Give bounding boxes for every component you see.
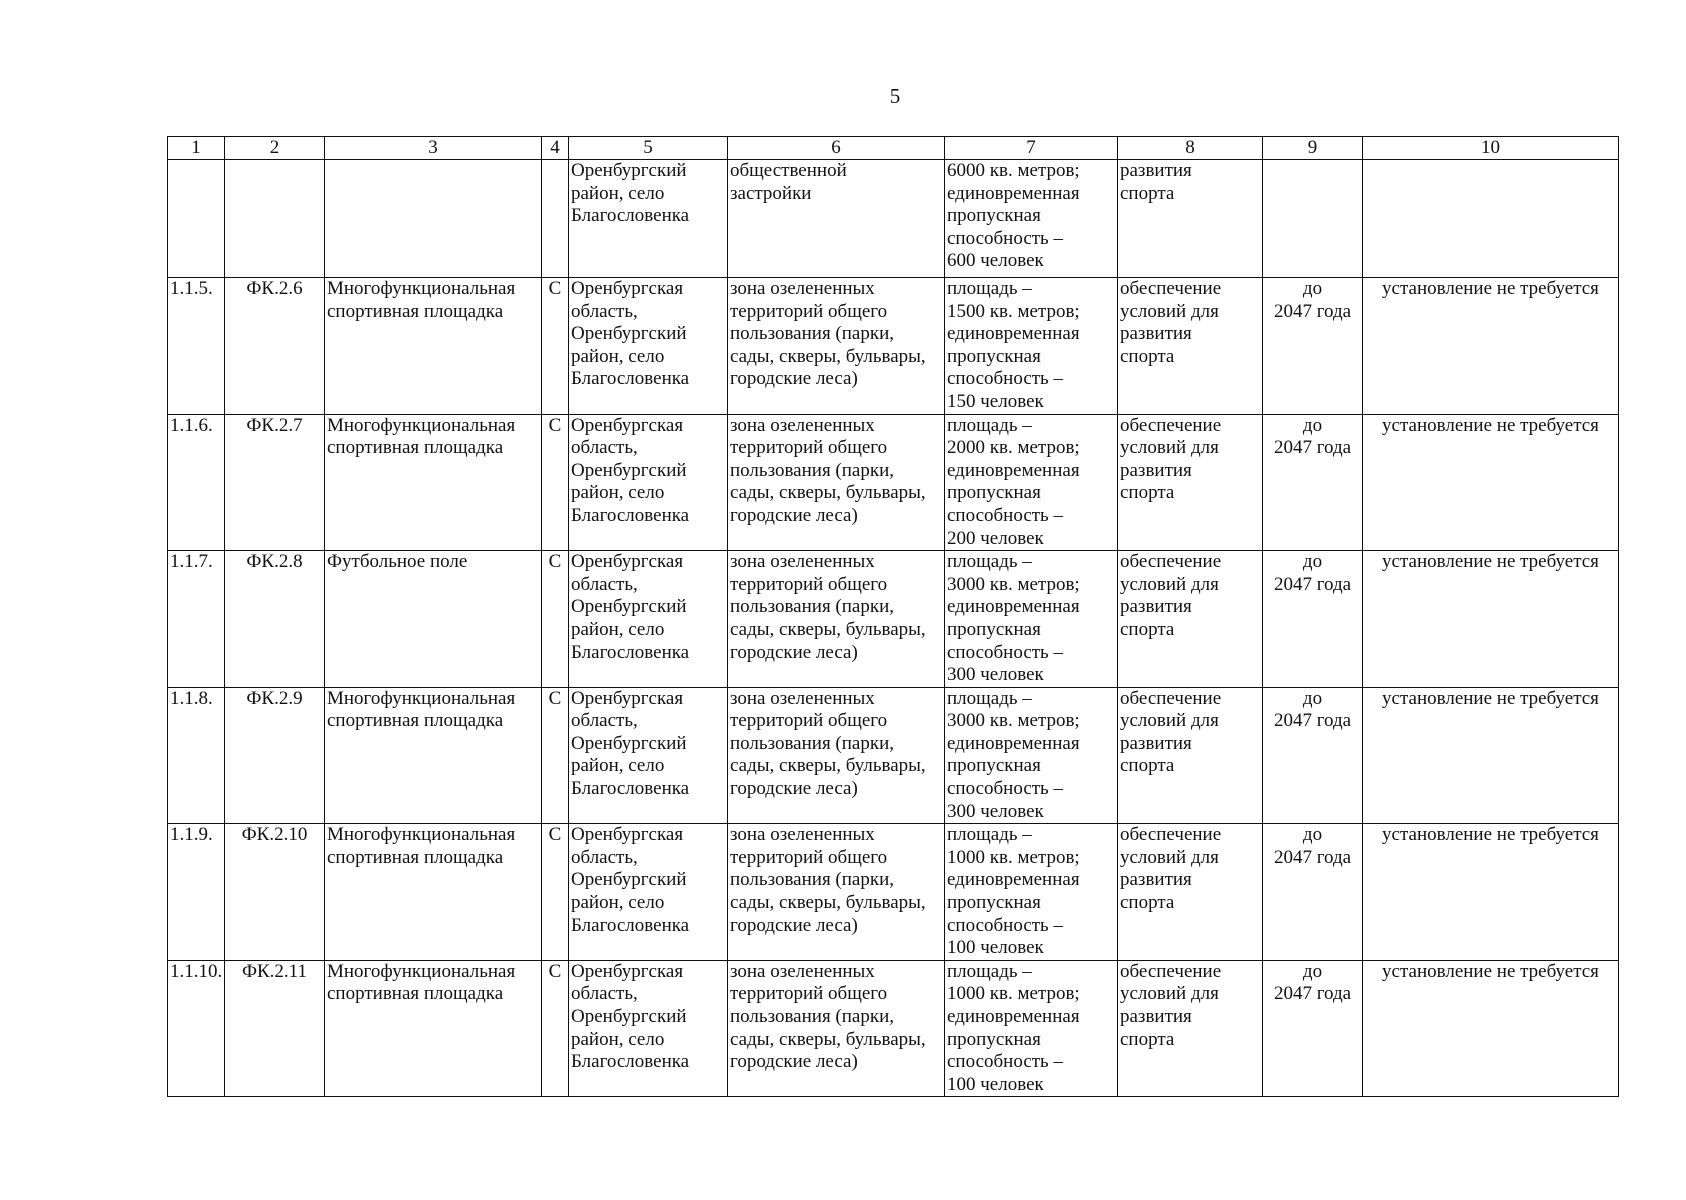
object-name: Многофункциональная спортивная площадка xyxy=(327,278,516,322)
table-row xyxy=(168,824,1619,961)
object-code: ФК.2.10 xyxy=(241,824,308,846)
object-location: Оренбургская область, Оренбургский район, село Благословенка xyxy=(571,687,690,800)
object-name: Многофункциональная спортивная площадка xyxy=(327,414,516,459)
column-header: 6 xyxy=(728,137,945,160)
row-number: 1.1.9. xyxy=(170,824,213,846)
object-location: Оренбургская область, Оренбургский район, село Благословенка xyxy=(571,824,690,936)
functional-zone: зона озелененных территорий общего пользования (парки, сады, скверы, бульвары, городские леса) xyxy=(730,687,926,800)
row-number: 1.1.7. xyxy=(170,551,213,573)
object-characteristics: площадь – 1500 кв. метров; единовременная пропускная способность – 150 человек xyxy=(947,278,1080,412)
column-header: 10 xyxy=(1363,137,1619,160)
column-header: 9 xyxy=(1263,137,1363,160)
object-code: ФК.2.7 xyxy=(246,414,303,436)
protection-zone: установление не требуется xyxy=(1382,687,1599,709)
implementation-period: до 2047 года xyxy=(1273,687,1352,732)
object-code: ФК.2.8 xyxy=(246,551,303,573)
object-characteristics: площадь – 1000 кв. метров; единовременная пропускная способность – 100 человек xyxy=(947,824,1080,959)
table-row xyxy=(168,414,1619,551)
column-number-row xyxy=(168,137,1619,160)
implementation-period: до 2047 года xyxy=(1273,414,1352,459)
object-characteristics: площадь – 1000 кв. метров; единовременная пропускная способность – 100 человек xyxy=(947,960,1080,1095)
object-characteristics: площадь – 3000 кв. метров; единовременная пропускная способность – 300 человек xyxy=(947,551,1080,686)
functional-zone: зона озелененных территорий общего пользования (парки, сады, скверы, бульвары, городские леса) xyxy=(730,414,926,526)
table-row xyxy=(168,687,1619,824)
object-location: Оренбургская область, Оренбургский район, село Благословенка xyxy=(571,278,690,390)
table-row xyxy=(168,551,1619,688)
table-row xyxy=(168,160,1619,278)
object-name: Многофункциональная спортивная площадка xyxy=(327,824,516,868)
object-location: Оренбургский район, село Благословенка xyxy=(571,160,690,227)
object-name: Многофункциональная спортивная площадка xyxy=(327,687,516,732)
functional-zone: зона озелененных территорий общего пользования (парки, сады, скверы, бульвары, городские леса) xyxy=(730,278,926,390)
functional-zone: зона озелененных территорий общего пользования (парки, сады, скверы, бульвары, городские леса) xyxy=(730,960,926,1073)
object-purpose: обеспечение условий для развития спорта xyxy=(1120,278,1222,367)
column-header: 1 xyxy=(168,137,225,160)
implementation-period: до 2047 года xyxy=(1273,960,1352,1005)
object-purpose: развития спорта xyxy=(1120,160,1192,204)
object-location: Оренбургская область, Оренбургский район, село Благословенка xyxy=(571,414,690,526)
object-type: С xyxy=(548,278,562,299)
object-name: Футбольное поле xyxy=(327,551,468,573)
object-code: ФК.2.11 xyxy=(242,960,307,982)
object-type: С xyxy=(548,687,562,709)
implementation-period: до 2047 года xyxy=(1273,551,1352,595)
protection-zone: установление не требуется xyxy=(1382,960,1599,982)
object-purpose: обеспечение условий для развития спорта xyxy=(1120,824,1222,914)
object-characteristics: площадь – 2000 кв. метров; единовременная пропускная способность – 200 человек xyxy=(947,414,1080,549)
planned-objects-table xyxy=(167,136,1619,1097)
column-header: 5 xyxy=(569,137,728,160)
object-type: С xyxy=(548,960,562,982)
page-number: 5 xyxy=(889,84,901,108)
protection-zone: установление не требуется xyxy=(1382,278,1599,299)
protection-zone: установление не требуется xyxy=(1382,414,1599,436)
object-type: С xyxy=(548,824,562,846)
functional-zone: зона озелененных территорий общего пользования (парки, сады, скверы, бульвары, городские леса) xyxy=(730,824,926,936)
object-location: Оренбургская область, Оренбургский район, село Благословенка xyxy=(571,551,690,663)
column-header: 4 xyxy=(542,137,569,160)
object-code: ФК.2.6 xyxy=(246,278,303,299)
object-code: ФК.2.9 xyxy=(246,687,303,709)
functional-zone: общественной застройки xyxy=(730,160,847,204)
object-purpose: обеспечение условий для развития спорта xyxy=(1120,687,1222,777)
protection-zone: установление не требуется xyxy=(1382,551,1599,573)
object-type: С xyxy=(548,551,562,573)
implementation-period: до 2047 года xyxy=(1273,278,1352,322)
column-header: 7 xyxy=(945,137,1118,160)
object-purpose: обеспечение условий для развития спорта xyxy=(1120,551,1222,640)
object-purpose: обеспечение условий для развития спорта xyxy=(1120,960,1222,1050)
row-number: 1.1.6. xyxy=(170,414,213,436)
row-number: 1.1.5. xyxy=(170,278,213,299)
object-location: Оренбургская область, Оренбургский район, село Благословенка xyxy=(571,960,690,1073)
column-header: 2 xyxy=(225,137,325,160)
column-header: 8 xyxy=(1118,137,1263,160)
table-body xyxy=(168,160,1619,1097)
table-row xyxy=(168,278,1619,415)
functional-zone: зона озелененных территорий общего пользования (парки, сады, скверы, бульвары, городские леса) xyxy=(730,551,926,663)
table-row xyxy=(168,960,1619,1097)
object-purpose: обеспечение условий для развития спорта xyxy=(1120,414,1222,504)
object-characteristics: площадь – 3000 кв. метров; единовременная пропускная способность – 300 человек xyxy=(947,687,1080,822)
row-number: 1.1.8. xyxy=(170,687,213,709)
row-number: 1.1.10. xyxy=(170,960,223,982)
protection-zone: установление не требуется xyxy=(1382,824,1599,846)
column-header: 3 xyxy=(325,137,542,160)
object-name: Многофункциональная спортивная площадка xyxy=(327,960,516,1005)
object-characteristics: 6000 кв. метров; единовременная пропускная способность – 600 человек xyxy=(947,160,1080,272)
implementation-period: до 2047 года xyxy=(1273,824,1352,868)
object-type: С xyxy=(548,414,562,436)
